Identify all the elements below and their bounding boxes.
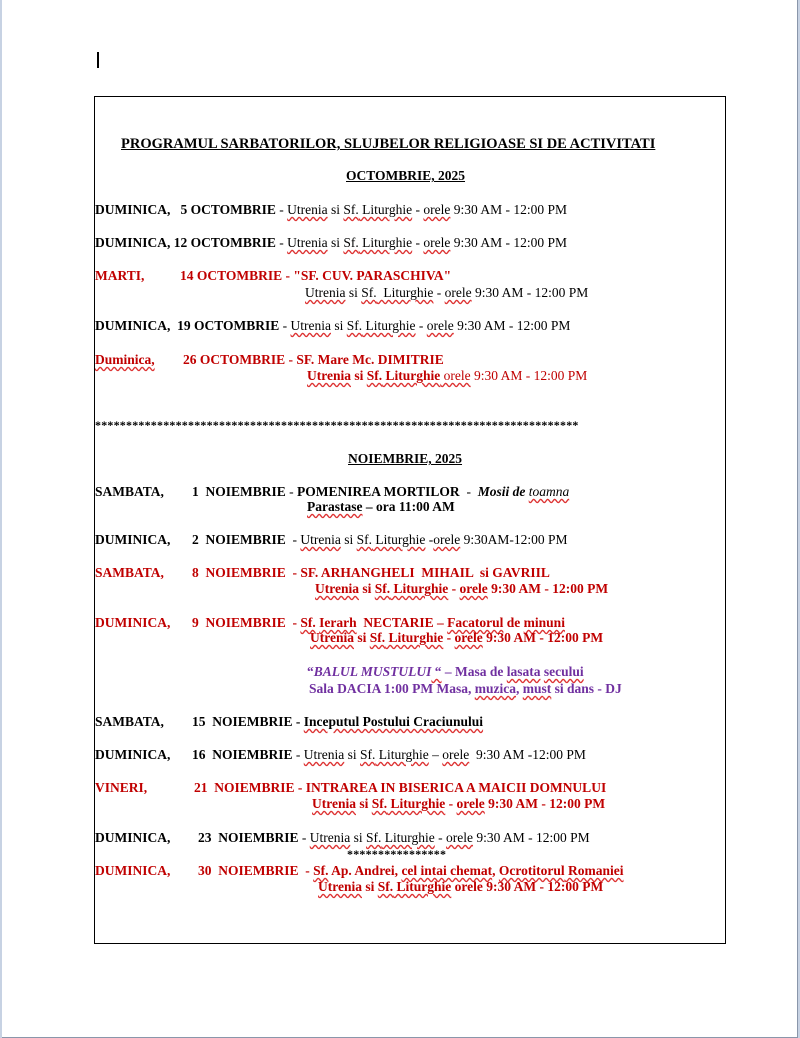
event-nov-2: 2 NOIEMBRIE - Utrenia si Sf. Liturghie -orele 9:30AM-12:00 PM: [192, 532, 568, 547]
event-nov-8-day: SAMBATA,: [95, 565, 164, 580]
november-heading: NOIEMBRIE, 2025: [348, 451, 463, 466]
text-cursor: [97, 52, 99, 68]
event-nov-9-feast: 9 NOIEMBRIE - Sf. Ierarh NECTARIE – Facatorul de minuni: [192, 615, 565, 630]
event-oct-26-day: Duminica,: [95, 352, 155, 367]
event-nov-8-service: Utrenia si Sf. Liturghie - orele 9:30 AM - 12:00 PM: [315, 581, 609, 596]
event-nov-16: 16 NOIEMBRIE - Utrenia si Sf. Liturghie – orele 9:30 AM -12:00 PM: [192, 747, 586, 762]
small-separator: ****************: [347, 847, 447, 861]
event-nov-8-feast: 8 NOIEMBRIE - SF. ARHANGHELI MIHAIL si GAVRIIL: [192, 565, 550, 580]
event-oct-14-day: MARTI,: [95, 268, 145, 283]
event-oct-12: DUMINICA, 12 OCTOMBRIE - Utrenia si Sf. Liturghie - orele 9:30 AM - 12:00 PM: [95, 235, 568, 250]
event-nov-2-day: DUMINICA,: [95, 532, 171, 547]
event-oct-14-feast: 14 OCTOMBRIE - "SF. CUV. PARASCHIVA": [180, 268, 452, 283]
event-nov-1-feast: 1 NOIEMBRIE - POMENIREA MORTILOR - Mosii de toamna: [192, 484, 570, 499]
event-nov-30-service: Utrenia si Sf. Liturghie orele 9:30 AM - 12:00 PM: [318, 879, 604, 894]
event-nov-9-service: Utrenia si Sf. Liturghie - orele 9:30 AM - 12:00 PM: [310, 630, 604, 645]
section-separator: ******************************************************************************: [95, 418, 579, 432]
event-nov-15: 15 NOIEMBRIE - Inceputul Postului Craciunului: [192, 714, 484, 729]
event-nov-30-day: DUMINICA,: [95, 863, 171, 878]
event-nov-21-day: VINERI,: [95, 780, 148, 795]
event-oct-26-service: Utrenia si Sf. Liturghie orele 9:30 AM - 12:00 PM: [307, 368, 588, 383]
event-oct-26-feast: 26 OCTOMBRIE - SF. Mare Mc. DIMITRIE: [183, 352, 444, 367]
event-nov-15-day: SAMBATA,: [95, 714, 164, 729]
event-nov-1-day: SAMBATA,: [95, 484, 164, 499]
event-oct-14-service: Utrenia si Sf. Liturghie - orele 9:30 AM - 12:00 PM: [305, 285, 589, 300]
event-ball-line2: Sala DACIA 1:00 PM Masa, muzica, must si dans - DJ: [309, 681, 622, 696]
event-nov-30-feast: 30 NOIEMBRIE - Sf. Ap. Andrei, cel intai chemat, Ocrotitorul Romaniei: [198, 863, 624, 878]
content-frame: [94, 96, 726, 944]
october-heading: OCTOMBRIE, 2025: [346, 168, 466, 183]
event-ball-line1: “BALUL MUSTULUI “ – Masa de lasata secului: [307, 664, 584, 679]
page-title: PROGRAMUL SARBATORILOR, SLUJBELOR RELIGIOASE SI DE ACTIVITATI: [121, 136, 656, 152]
event-oct-5: DUMINICA, 5 OCTOMBRIE - Utrenia si Sf. Liturghie - orele 9:30 AM - 12:00 PM: [95, 202, 568, 217]
event-nov-21-service: Utrenia si Sf. Liturghie - orele 9:30 AM - 12:00 PM: [312, 796, 606, 811]
document-page: [2, 0, 798, 1038]
event-nov-9-day: DUMINICA,: [95, 615, 171, 630]
event-nov-21-feast: 21 NOIEMBRIE - INTRAREA IN BISERICA A MAICII DOMNULUI: [194, 780, 607, 795]
event-nov-23: 23 NOIEMBRIE - Utrenia si Sf. Liturghie - orele 9:30 AM - 12:00 PM: [198, 830, 590, 845]
event-nov-1-line2: Parastase – ora 11:00 AM: [307, 499, 455, 514]
event-nov-23-day: DUMINICA,: [95, 830, 171, 845]
event-oct-19: DUMINICA, 19 OCTOMBRIE - Utrenia si Sf. Liturghie - orele 9:30 AM - 12:00 PM: [95, 318, 571, 333]
event-nov-16-day: DUMINICA,: [95, 747, 171, 762]
